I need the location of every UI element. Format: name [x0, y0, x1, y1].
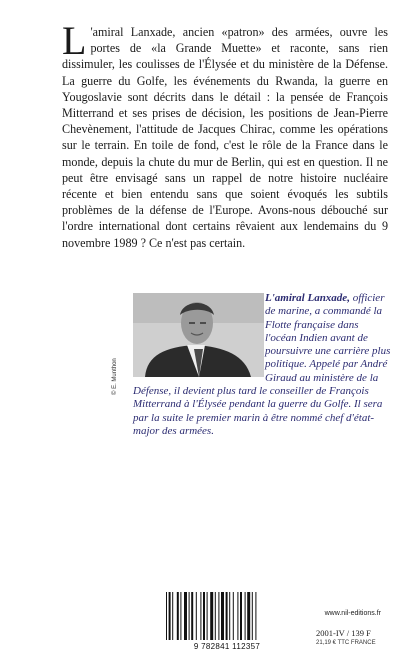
drop-cap: L: [62, 18, 87, 63]
price-label: 21,19 € TTC FRANCE: [316, 640, 376, 646]
author-name: L'amiral Lanxade,: [265, 292, 350, 304]
barcode-icon: [160, 592, 294, 642]
barcode-digits: 9 782841 112357: [193, 642, 261, 651]
cover-blurb: [62, 18, 388, 251]
author-bio: [133, 292, 391, 438]
bio-text: officier de marine, a commandé la Flotte française dans l'océan Indien avant de poursuivre une carrière plus politique. Appelé par André Giraud au ministère de la Défense, il devient plus tard le conseiller de François Mitterrand à l'Élysée pendant la guerre du Golfe. Il sera par la suite le premier marin à être nommé chef d'état-major des armées.: [133, 292, 391, 437]
photo-credit: © E. Munthon: [112, 358, 118, 395]
photo-spacer: [133, 292, 265, 384]
isbn-barcode: [160, 592, 294, 652]
catalog-reference: 2001-IV / 139 F: [316, 628, 371, 638]
publisher-website: www.nil-editions.fr: [324, 610, 381, 617]
blurb-text: 'amiral Lanxade, ancien «patron» des armées, ouvre les portes de «la Grande Muette» et raconte, sans rien dissimuler, les coulisses de l'Élysée et du ministère de la Défense. La guerre du Golfe, les événements du Rwanda, la guerre en Yougoslavie sont décrits dans le détail : la pensée de François Mitterrand et ses prises de décision, les positions de Jean-Pierre Chevènement, l'attitude de Jacques Chirac, comme les opérations sur le terrain. En toile de fond, c'est le rôle de la France dans le monde, depuis la chute du mur de Berlin, qui est en question. Il ne peut être envisagé sans un rappel de notre histoire nucléaire récente et bien entendu sans que soient évoqués les subtils problèmes de la défense de l'Europe. Avons-nous débouché sur l'ordre international dont certains rêvaient aux lendemains du 9 novembre 1989 ? Ce n'est pas certain.: [62, 25, 388, 250]
